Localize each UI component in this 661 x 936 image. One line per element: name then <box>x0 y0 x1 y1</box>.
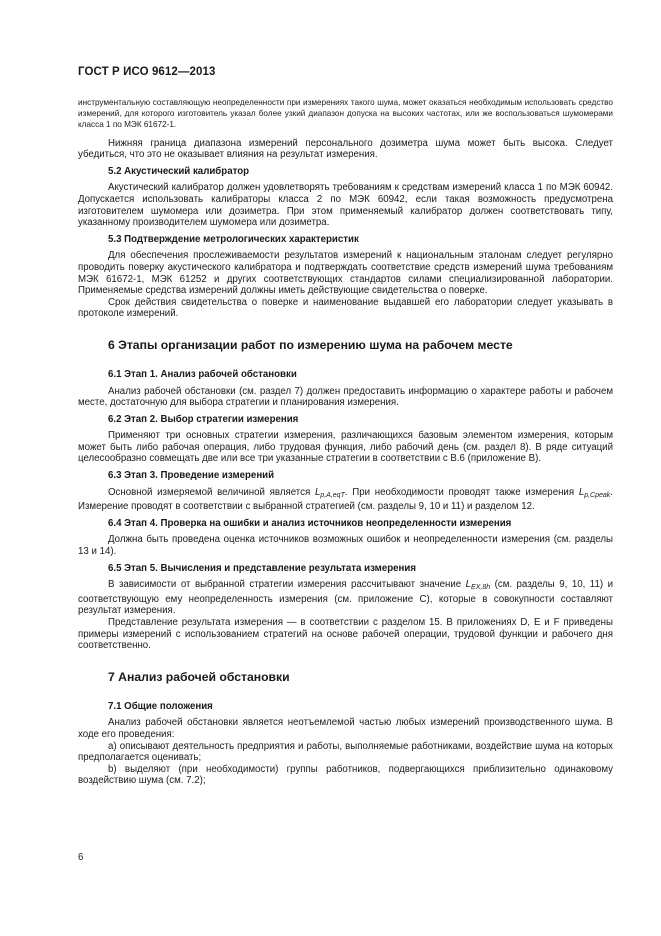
text-fragment: . При необходимости проводят также измерения <box>344 486 579 498</box>
text-fragment: В зависимости от выбранной стратегии измерения рассчитывают значение <box>108 579 466 591</box>
quantity-subscript: p,A,eqT <box>320 491 345 499</box>
section-heading-5-3: 5.3 Подтверждение метрологических характеристик <box>108 233 359 245</box>
list-item-a: а) описывают деятельность предприятия и работы, выполняемые работниками, воздействие шума на которых предполагается оценивать; <box>78 740 613 764</box>
paragraph-6-1: Анализ рабочей обстановки (см. раздел 7) должен предоставить информацию о характере работы и рабочем месте, достаточную для выбора стратегии и планирования измерения. <box>78 385 613 409</box>
section-heading-5-2: 5.2 Акустический калибратор <box>108 165 250 177</box>
section-heading-7: 7 Анализ рабочей обстановки <box>108 669 290 684</box>
page-content <box>78 97 613 787</box>
paragraph-5-3-a: Для обеспечения прослеживаемости результатов измерений к национальным эталонам следует регулярно проводить поверку акустического калибратора и подтверждать соответствие средств измерений шума требованиям МЭК 61672-1, МЭК 61252 и других соответствующих стандартов силами специализированной лаборатории. Применяемые средства измерений должны иметь действующие свидетельства о поверке. <box>78 250 613 297</box>
list-item-b: b) выделяют (при необходимости) группы работников, подвергающихся приблизительно одинаковому воздействию шума (см. 7.2); <box>78 763 613 787</box>
paragraph-5-2: Акустический калибратор должен удовлетворять требованиям к средствам измерений класса 1 по МЭК 60942. Допускается использовать калибраторы класса 2 по МЭК 60942, если такая возможность предусмотрена изготовителем шумомера или дозиметра. При этом применяемый калибратор должен соответствовать типу, указанному производителем шумомера или дозиметра. <box>78 182 613 229</box>
text-fragment: Основной измеряемой величиной является <box>108 486 315 498</box>
paragraph-6-2: Применяют три основных стратегии измерения, различающихся базовым элементом измерения, которым может быть либо рабочая операция, либо трудовая функция, либо рабочий день (см. раздел 8). В ряде ситуаций целесообразно совмещать две или все три указанные стратегии в соответствии с В.6 (приложение В). <box>78 430 613 465</box>
text-fragment: . Измерение проводят в соответствии с выбранной стратегией (см. разделы 9, 10 и 11) и разделом 12. <box>78 486 613 513</box>
paragraph-5-3-b: Срок действия свидетельства о поверке и наименование выдавшей его лаборатории следует указывать в протоколе измерений. <box>78 296 613 320</box>
quantity-symbol: L <box>465 579 472 591</box>
paragraph-6-5-a <box>78 579 613 617</box>
text-fragment: (см. разделы 9, 10, 11) и соответствующую ему неопределенность измерения (см. приложение С), которые в совокупности составляют результат измерения. <box>78 579 613 617</box>
paragraph-7-1: Анализ рабочей обстановки является неотъемлемой частью любых измерений производственного шума. В ходе его проведения: <box>78 717 613 740</box>
section-heading-6-1: 6.1 Этап 1. Анализ рабочей обстановки <box>108 368 297 380</box>
page-number: 6 <box>78 852 84 863</box>
quantity-symbol: L <box>314 486 321 498</box>
paragraph-6-5-b: Представление результата измерения — в соответствии с разделом 15. В приложениях D, E и F приведены примеры измерений с использованием стратегий на основе рабочей операции, трудовой функции и рабочего дня соответственно. <box>78 617 613 652</box>
section-heading-6-3: 6.3 Этап 3. Проведение измерений <box>108 470 275 482</box>
section-heading-7-1: 7.1 Общие положения <box>108 700 213 712</box>
section-heading-6-2: 6.2 Этап 2. Выбор стратегии измерения <box>108 413 299 425</box>
paragraph-upper-limit: Нижняя граница диапазона измерений персонального дозиметра шума может быть высока. Следует убедиться, что это не оказывает влияния на результат измерения. <box>78 137 613 161</box>
quantity-symbol: L <box>578 486 585 498</box>
section-heading-6-5: 6.5 Этап 5. Вычисления и представление результата измерения <box>108 562 416 574</box>
paragraph-6-4: Должна быть проведена оценка источников возможных ошибок и неопределенности измерения (см. разделы 13 и 14). <box>78 534 613 558</box>
section-heading-6-4: 6.4 Этап 4. Проверка на ошибки и анализ источников неопределенности измерения <box>108 517 512 529</box>
section-heading-6: 6 Этапы организации работ по измерению шума на рабочем месте <box>108 337 513 352</box>
quantity-subscript: p,Cpeak <box>584 491 611 499</box>
quantity-subscript: EX,8h <box>471 584 491 592</box>
document-header: ГОСТ Р ИСО 9612—2013 <box>78 66 216 78</box>
continuation-paragraph: инструментальную составляющую неопределенности при измерениях такого шума, может оказаться необходимым использовать средство измерений, для которого изготовитель указал более узкий диапазон допуска на высоких частотах, или же воспользоваться шумомерами класса 1 по МЭК 61672-1. <box>78 98 613 130</box>
paragraph-6-3 <box>78 487 613 513</box>
